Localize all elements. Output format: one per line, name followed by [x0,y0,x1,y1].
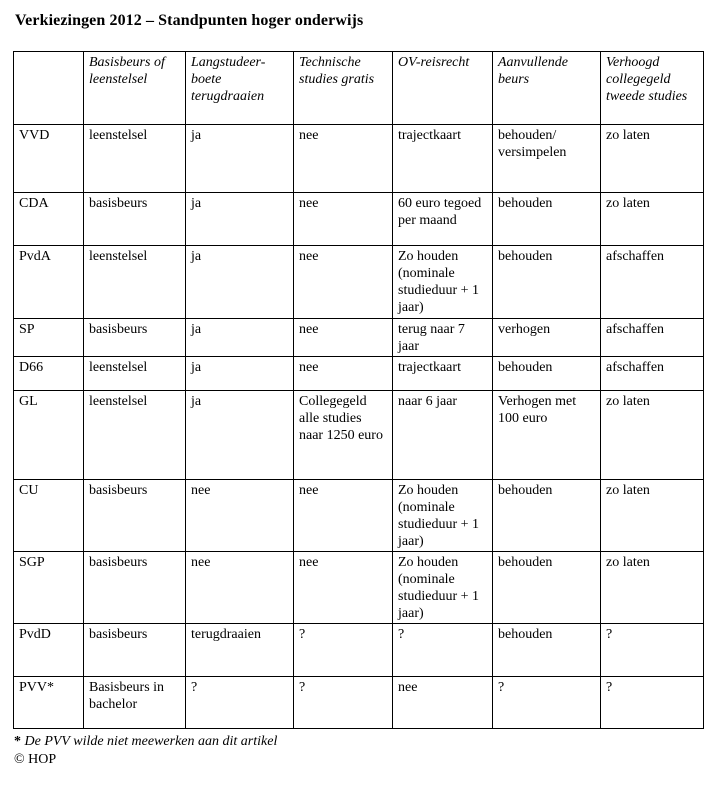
party-name-cell: SGP [14,552,84,624]
header-cell-aanvullende-beurs: Aanvullende beurs [493,52,601,125]
table-cell: ? [493,677,601,729]
copyright: © HOP [14,752,57,767]
footnote-text: De PVV wilde niet meewerken aan dit artikel [21,734,278,749]
table-cell: ja [186,319,294,357]
table-cell: nee [294,246,393,319]
table-cell: terugdraaien [186,624,294,677]
table-row-d66 [14,357,704,391]
table-cell: Verhogen met 100 euro [493,391,601,480]
table-cell: behouden [493,357,601,391]
table-row-gl [14,391,704,480]
table-cell: nee [294,357,393,391]
table-cell: zo laten [601,480,704,552]
table-cell: ja [186,357,294,391]
table-cell: nee [294,125,393,193]
footnote-marker: * [14,734,21,749]
table-cell: ja [186,246,294,319]
header-cell-verhoogd-collegegeld: Verhoogd collegegeld tweede studies [601,52,704,125]
page-title: Verkiezingen 2012 – Standpunten hoger onderwijs [15,12,364,29]
table-cell: basisbeurs [84,624,186,677]
table-cell: nee [294,319,393,357]
table-cell: basisbeurs [84,552,186,624]
table-cell: 60 euro tegoed per maand [393,193,493,246]
table-cell: afschaffen [601,246,704,319]
footnote [14,733,705,750]
table-cell: ? [601,624,704,677]
table-cell: terug naar 7 jaar [393,319,493,357]
table-cell: zo laten [601,125,704,193]
table-cell: behouden/ versimpelen [493,125,601,193]
table-cell: behouden [493,480,601,552]
table-cell: ja [186,125,294,193]
table-header-row [14,52,704,125]
table-cell: naar 6 jaar [393,391,493,480]
table-cell: ? [294,624,393,677]
table-cell: nee [294,480,393,552]
party-name-cell: VVD [14,125,84,193]
table-row-sgp [14,552,704,624]
table-cell: nee [186,480,294,552]
table-cell: leenstelsel [84,391,186,480]
table-cell: ja [186,391,294,480]
party-name-cell: CDA [14,193,84,246]
table-cell: afschaffen [601,319,704,357]
table-cell: nee [294,552,393,624]
table-cell: leenstelsel [84,125,186,193]
table-cell: nee [186,552,294,624]
table-cell: ? [294,677,393,729]
header-cell-party [14,52,84,125]
table-cell: Collegegeld alle studies naar 1250 euro [294,391,393,480]
table-cell: basisbeurs [84,480,186,552]
party-name-cell: GL [14,391,84,480]
table-row-pvdd [14,624,704,677]
table-cell: ? [393,624,493,677]
table-cell: verhogen [493,319,601,357]
standpunten-table [13,51,704,729]
table-cell: nee [393,677,493,729]
table-cell: afschaffen [601,357,704,391]
table-cell: zo laten [601,552,704,624]
party-name-cell: SP [14,319,84,357]
table-cell: zo laten [601,193,704,246]
table-cell: Basisbeurs in bachelor [84,677,186,729]
table-row-cda [14,193,704,246]
table-cell: ? [186,677,294,729]
table-cell: leenstelsel [84,357,186,391]
table-cell: zo laten [601,391,704,480]
header-cell-langstudeerboete: Langstudeer-boete terugdraaien [186,52,294,125]
table-row-cu [14,480,704,552]
party-name-cell: CU [14,480,84,552]
table-cell: nee [294,193,393,246]
table-cell: Zo houden (nominale studieduur + 1 jaar) [393,552,493,624]
header-cell-basisbeurs: Basisbeurs of leenstelsel [84,52,186,125]
table-cell: behouden [493,246,601,319]
table-cell: Zo houden (nominale studieduur + 1 jaar) [393,246,493,319]
header-cell-ov-reisrecht: OV-reisrecht [393,52,493,125]
table-cell: trajectkaart [393,357,493,391]
header-cell-technische-studies: Technische studies gratis [294,52,393,125]
table-cell: Zo houden (nominale studieduur + 1 jaar) [393,480,493,552]
table-cell: behouden [493,552,601,624]
table-cell: leenstelsel [84,246,186,319]
table-cell: basisbeurs [84,319,186,357]
table-cell: ja [186,193,294,246]
table-cell: behouden [493,193,601,246]
table-cell: basisbeurs [84,193,186,246]
party-name-cell: PVV* [14,677,84,729]
table-row-pvda [14,246,704,319]
table-row-pvv [14,677,704,729]
table-cell: behouden [493,624,601,677]
table-cell: trajectkaart [393,125,493,193]
table-row-sp [14,319,704,357]
party-name-cell: PvdD [14,624,84,677]
table-row-vvd [14,125,704,193]
party-name-cell: PvdA [14,246,84,319]
party-name-cell: D66 [14,357,84,391]
table-cell: ? [601,677,704,729]
